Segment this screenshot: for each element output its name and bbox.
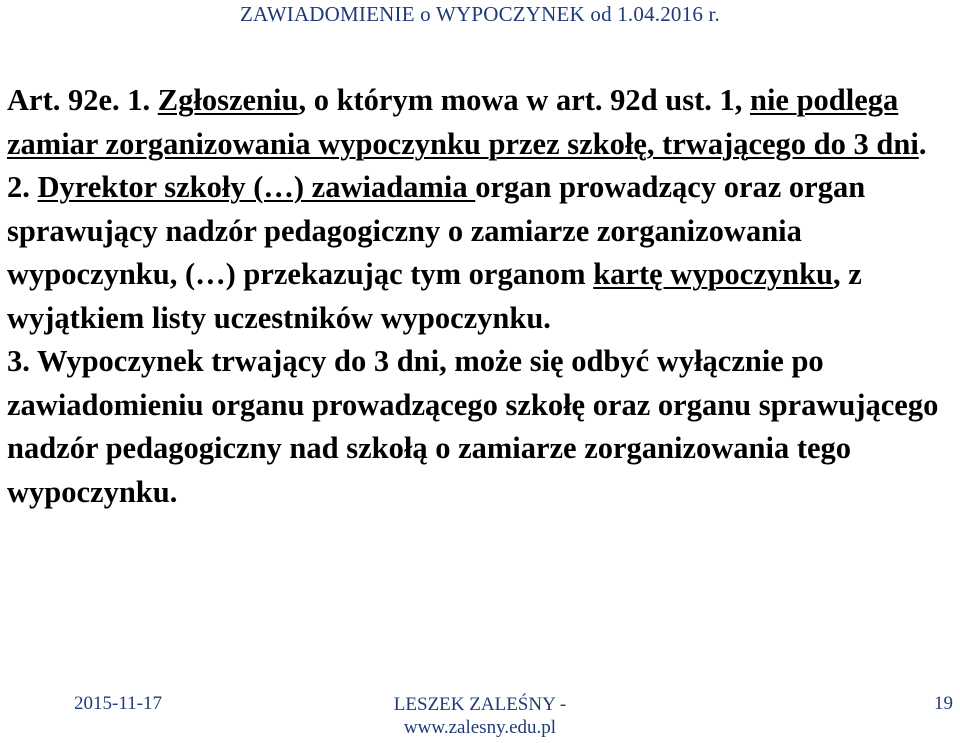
paragraph-art-92e-3 <box>7 340 957 514</box>
slide-body <box>7 79 957 514</box>
text-run: , z wyjątkiem listy uczestników wypoczynku. <box>7 257 862 335</box>
underlined-text: Dyrektor szkoły (…) zawiadamia <box>37 170 476 204</box>
text-run: , o którym mowa w art. 92d ust. 1, <box>298 83 750 117</box>
text-run: 3. Wypoczynek trwający do 3 dni, może się odbyć wyłącznie po zawiadomieniu organu prowadzącego szkołę oraz organu sprawującego nadzór pedagogiczny nad szkołą o zamiarze zorganizowania tego wypoczynku. <box>7 344 939 509</box>
text-run: Art. 92e. 1. <box>7 83 158 117</box>
footer-author <box>0 693 960 739</box>
underlined-text: nie podlega zamiar zorganizowania wypoczynku przez szkołę, trwającego do 3 dni <box>7 83 919 161</box>
text-run: 2. <box>7 170 38 204</box>
slide-footer <box>0 683 960 743</box>
slide-header-title: ZAWIADOMIENIE o WYPOCZYNEK od 1.04.2016 r. <box>240 2 720 26</box>
footer-author-name: LESZEK ZALEŚNY - <box>393 694 567 715</box>
paragraph-art-92e-2 <box>7 166 957 340</box>
text-run: organ prowadzący oraz organ sprawujący nadzór pedagogiczny o zamiarze zorganizowania wypoczynku, (…) przekazując tym organom <box>7 170 866 291</box>
underlined-text: Zgłoszeniu <box>157 83 299 117</box>
underlined-text: kartę wypoczynku <box>593 257 833 291</box>
footer-date: 2015-11-17 <box>74 693 162 714</box>
paragraph-art-92e-1 <box>7 79 957 166</box>
text-run: . <box>918 126 927 161</box>
footer-author-website: www.zalesny.edu.pl <box>403 717 557 738</box>
footer-page-number: 19 <box>934 693 953 714</box>
